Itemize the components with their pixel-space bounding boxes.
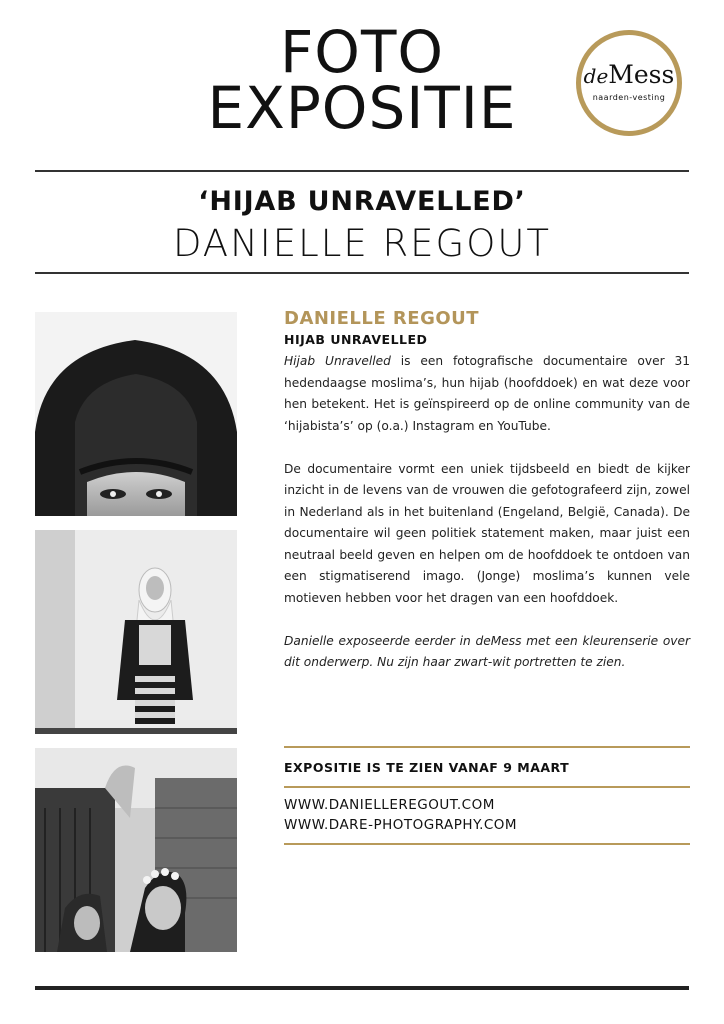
article-body: [284, 308, 690, 674]
logo-location: naarden-vesting: [592, 93, 666, 102]
title-line-2: EXPOSITIE: [207, 74, 517, 142]
divider-header: [35, 272, 689, 274]
article-paragraph-2: De documentaire vormt een uniek tijdsbeeld en biedt de kijker inzicht in de levens van de vrouwen die gefotografeerd zijn, zowel in Nederland als in het buitenland (Engeland, België, Canada). De documentaire wil geen politiek statement maken, maar juist een neutraal beeld geven en helpen om de hoofddoek te ontdoen van een stigmatiserend imago. (Jonge) moslima’s kunnen vele motieven hebben voor het dragen van een hoofddoek.: [284, 461, 690, 605]
article-p1-italic: Hijab Unravelled: [284, 354, 391, 368]
logo-de: de: [583, 64, 609, 88]
exhibition-artist: DANIELLE REGOUT: [172, 222, 552, 265]
logo-mess: Mess: [608, 60, 675, 89]
website-link-1[interactable]: WWW.DANIELLEREGOUT.COM: [284, 797, 495, 813]
article-project-title: HIJAB UNRAVELLED: [284, 332, 428, 347]
title-line-1: FOTO: [279, 18, 445, 86]
demess-logo: [576, 30, 682, 136]
article-paragraph-1: [284, 351, 690, 437]
divider-top: [35, 170, 689, 172]
divider-gold-2: [284, 786, 690, 788]
footer-bar: [35, 986, 689, 990]
exhibition-subtitle: ‘HIJAB UNRAVELLED’: [198, 186, 526, 217]
photo-standing-woman: [35, 530, 237, 734]
photo-portrait-closeup: [35, 312, 237, 516]
divider-gold-1: [284, 746, 690, 748]
logo-wordmark: [581, 61, 677, 90]
article-artist-name: DANIELLE REGOUT: [284, 308, 480, 329]
website-link-2[interactable]: WWW.DARE-PHOTOGRAPHY.COM: [284, 817, 518, 833]
article-paragraph-3: Danielle exposeerde eerder in deMess met een kleurenserie over dit onderwerp. Nu zijn haar zwart-wit portretten te zien.: [284, 633, 690, 669]
photo-selfie-group: [35, 748, 237, 952]
article-p1-rest: is een fotografische documentaire over 31 hedendaagse moslima’s, hun hijab (hoofddoek) en wat deze voor hen betekent. Het is geïnspireerd op de online community van de ‘hijabista’s’ op (o.a.) Instagram en YouTube.: [284, 354, 690, 433]
exhibition-dates: EXPOSITIE IS TE ZIEN VANAF 9 MAART: [284, 760, 570, 775]
divider-gold-3: [284, 843, 690, 845]
